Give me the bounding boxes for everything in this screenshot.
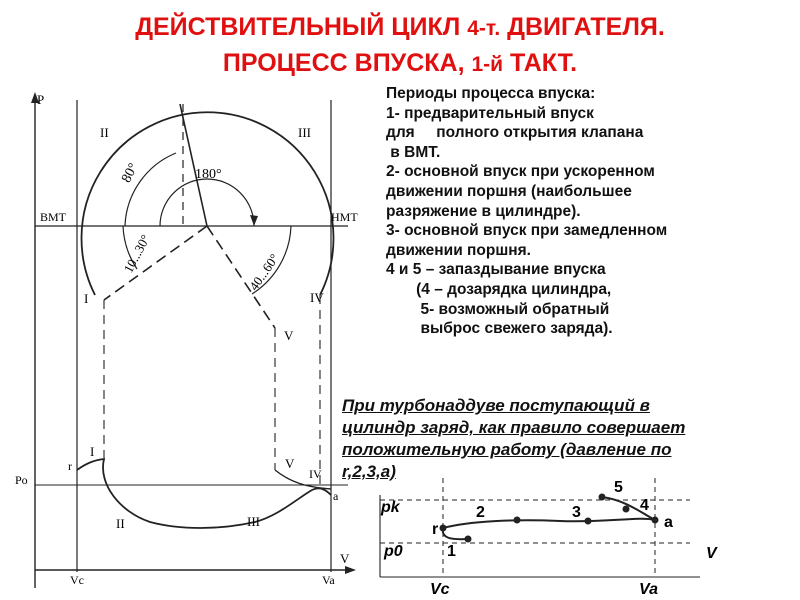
- radius-valve-open: [180, 104, 207, 226]
- angle-40-60-label: 40...60°: [246, 250, 282, 294]
- small-1-label: 1: [447, 543, 456, 560]
- periods-heading: Периоды процесса впуска:: [386, 85, 596, 102]
- small-point-1: [465, 536, 472, 543]
- roman-i-circle-label: I: [84, 291, 89, 306]
- small-point-4: [623, 506, 630, 513]
- small-point-r: [440, 525, 447, 532]
- angle-80-label: 80°: [119, 160, 142, 186]
- title-line-1-part-c: ДВИГАТЕЛЯ.: [500, 13, 665, 41]
- small-3-label: 3: [572, 504, 581, 521]
- angle-arc-180: [160, 179, 254, 226]
- periods-description: [386, 84, 796, 339]
- turbo-line: r,2,3,a): [342, 462, 396, 481]
- roman-iv-low-label: IV: [309, 467, 322, 481]
- small-point-a: [652, 517, 659, 524]
- roman-ii-top-label: II: [100, 125, 109, 140]
- point-a-label: a: [333, 489, 339, 503]
- turbo-line: положительную работу (давление по: [342, 440, 672, 459]
- small-2-label: 2: [476, 504, 485, 521]
- crank-circle-arc: [82, 112, 334, 295]
- small-point-2: [514, 517, 521, 524]
- roman-v-circle-label: V: [284, 328, 294, 343]
- small-4-label: 4: [640, 497, 649, 514]
- intake-curve-late: [275, 470, 331, 489]
- periods-line: 1- предварительный впуск: [386, 104, 594, 122]
- title-line-2-part-c: ТАКТ.: [503, 49, 578, 77]
- title-line-2-part-b: 1-й: [471, 53, 504, 76]
- roman-iv-circle-label: IV: [310, 290, 324, 305]
- turbo-line: При турбонаддуве поступающий в: [342, 396, 650, 415]
- title-line-1-part-a: ДЕЙСТВИТЕЛЬНЫЙ ЦИКЛ: [135, 13, 468, 41]
- radius-dashed-left: [104, 226, 207, 300]
- v-axis-arrow: [345, 566, 356, 574]
- turbo-line: цилиндр заряд, как правило совершает: [342, 418, 686, 437]
- roman-iii-top-label: III: [298, 125, 311, 140]
- periods-line: для полного открытия клапана: [386, 124, 644, 142]
- angle-10-30-label: 10...30°: [120, 231, 153, 276]
- v-axis-label: V: [340, 551, 350, 566]
- roman-ii-low-label: II: [116, 516, 125, 531]
- vc-label: Vc: [70, 573, 84, 587]
- periods-line: 2- основной впуск при ускоренном: [386, 163, 655, 181]
- bmt-label: ВМТ: [40, 210, 67, 224]
- small-vc-label: Vc: [430, 581, 450, 598]
- small-5-label: 5: [614, 479, 623, 496]
- periods-line: разряжение в цилиндре).: [386, 202, 581, 220]
- periods-line: в ВМТ.: [386, 143, 441, 161]
- small-intake-curve: [443, 497, 655, 539]
- va-label: Va: [322, 573, 335, 587]
- small-p0-label: p0: [384, 543, 403, 560]
- roman-v-low-label: V: [285, 456, 295, 471]
- small-a-label: a: [664, 514, 673, 531]
- small-pk-label: pk: [381, 499, 400, 516]
- point-r-label: r: [68, 459, 72, 473]
- periods-line: движении поршня (наибольшее: [386, 182, 632, 200]
- periods-line: 4 и 5 – запаздывание впуска: [386, 261, 606, 279]
- small-va-label: Va: [639, 581, 658, 598]
- periods-line: выброс свежего заряда).: [386, 320, 613, 338]
- angle-180-label: 180°: [195, 167, 222, 182]
- small-v-label: V: [706, 545, 717, 562]
- periods-line: 3- основной впуск при замедленном: [386, 222, 668, 240]
- small-r-label: r: [432, 521, 439, 538]
- title-line-2-part-a: ПРОЦЕСС ВПУСКА,: [222, 49, 472, 77]
- periods-line: 5- возможный обратный: [386, 300, 610, 318]
- po-label: Po: [15, 473, 28, 487]
- small-point-3: [585, 518, 592, 525]
- title-line-1-part-b: 4-т.: [467, 17, 501, 40]
- nmt-label: НМТ: [331, 210, 358, 224]
- p-axis-label: P: [37, 92, 45, 107]
- periods-line: движении поршня.: [386, 241, 531, 259]
- roman-i-low-label: I: [90, 444, 95, 459]
- roman-iii-low-label: III: [247, 514, 260, 529]
- angle-arc-180-arrow: [250, 215, 258, 226]
- small-point-5: [599, 494, 606, 501]
- turbo-note: [342, 395, 798, 483]
- periods-line: (4 – дозарядка цилиндра,: [386, 280, 612, 298]
